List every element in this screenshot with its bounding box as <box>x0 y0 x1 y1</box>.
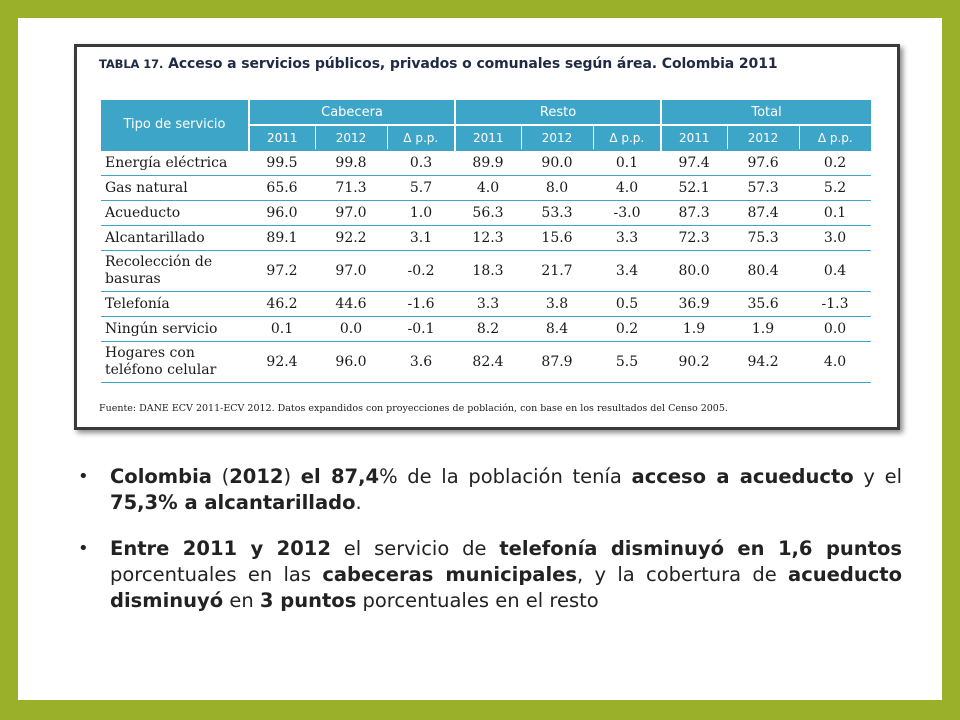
subheader-delta: Δ p.p. <box>593 125 661 150</box>
cell: 21.7 <box>521 251 593 292</box>
cell: 90.0 <box>521 150 593 176</box>
cell: 71.3 <box>315 176 387 201</box>
table-row <box>101 251 871 292</box>
table-row <box>101 176 871 201</box>
cell: 1.9 <box>727 317 799 342</box>
subheader-delta: Δ p.p. <box>799 125 871 150</box>
bullet-segment: 2012 <box>229 465 284 488</box>
cell: 97.0 <box>315 201 387 226</box>
subheader-delta: Δ p.p. <box>387 125 455 150</box>
bullet-segment: acceso a acueducto <box>631 465 854 488</box>
cell: 0.1 <box>249 317 315 342</box>
subheader-2012: 2012 <box>727 125 799 150</box>
cell: 8.4 <box>521 317 593 342</box>
slide <box>18 18 942 700</box>
bullet-segment: porcentuales en el resto <box>356 589 599 612</box>
cell: 0.1 <box>593 150 661 176</box>
header-tipo-servicio: Tipo de servicio <box>101 100 249 150</box>
cell: 87.9 <box>521 342 593 383</box>
header-group-total: Total <box>661 100 871 125</box>
cell: 94.2 <box>727 342 799 383</box>
header-group-cabecera: Cabecera <box>249 100 455 125</box>
cell: 46.2 <box>249 292 315 317</box>
cell: 0.0 <box>799 317 871 342</box>
cell: 72.3 <box>661 226 727 251</box>
cell: 18.3 <box>455 251 521 292</box>
cell: -1.6 <box>387 292 455 317</box>
cell: 3.3 <box>593 226 661 251</box>
cell: 57.3 <box>727 176 799 201</box>
cell: 0.0 <box>315 317 387 342</box>
cell: 90.2 <box>661 342 727 383</box>
table-row <box>101 342 871 383</box>
cell: 96.0 <box>315 342 387 383</box>
cell: 4.0 <box>799 342 871 383</box>
cell: 99.5 <box>249 150 315 176</box>
table-source-note: Fuente: DANE ECV 2011-ECV 2012. Datos expandidos con proyecciones de población, con base en los resultados del Censo 2005. <box>99 403 728 414</box>
cell: 1.0 <box>387 201 455 226</box>
table-title <box>99 56 778 72</box>
subheader-2012: 2012 <box>521 125 593 150</box>
table-figure <box>74 44 900 430</box>
cell: 89.9 <box>455 150 521 176</box>
row-label: Telefonía <box>101 292 249 317</box>
cell: 5.2 <box>799 176 871 201</box>
bullet-segment: acueducto disminuyó <box>110 563 902 612</box>
subheader-2011: 2011 <box>455 125 521 150</box>
cell: 97.2 <box>249 251 315 292</box>
cell: 80.0 <box>661 251 727 292</box>
table-row <box>101 226 871 251</box>
row-label: Recolección de basuras <box>101 251 249 292</box>
row-label: Acueducto <box>101 201 249 226</box>
cell: 97.6 <box>727 150 799 176</box>
cell: 15.6 <box>521 226 593 251</box>
bullet-segment: y el <box>853 465 902 488</box>
cell: 4.0 <box>593 176 661 201</box>
cell: 52.1 <box>661 176 727 201</box>
subheader-2012: 2012 <box>315 125 387 150</box>
row-label: Hogares con teléfono celular <box>101 342 249 383</box>
bullet-segment: 75,3% a alcantarillado <box>110 491 356 514</box>
subheader-2011: 2011 <box>249 125 315 150</box>
cell: 87.4 <box>727 201 799 226</box>
cell: 0.3 <box>387 150 455 176</box>
row-label: Alcantarillado <box>101 226 249 251</box>
cell: 3.0 <box>799 226 871 251</box>
table-title-text: Acceso a servicios públicos, privados o comunales según área. Colombia 2011 <box>168 56 778 72</box>
cell: 89.1 <box>249 226 315 251</box>
bullet-item <box>76 464 902 516</box>
table-title-prefix: TABLA 17. <box>99 57 164 71</box>
bullet-segment: en <box>223 589 260 612</box>
cell: -0.1 <box>387 317 455 342</box>
cell: 36.9 <box>661 292 727 317</box>
cell: 3.8 <box>521 292 593 317</box>
bullet-segment: porcentuales en las <box>110 563 323 586</box>
cell: 53.3 <box>521 201 593 226</box>
cell: 1.9 <box>661 317 727 342</box>
cell: 96.0 <box>249 201 315 226</box>
cell: 65.6 <box>249 176 315 201</box>
cell: 0.1 <box>799 201 871 226</box>
cell: 97.4 <box>661 150 727 176</box>
bullet-segment: el 87,4 <box>300 465 380 488</box>
cell: 56.3 <box>455 201 521 226</box>
header-group-resto: Resto <box>455 100 661 125</box>
cell: 92.2 <box>315 226 387 251</box>
bullet-segment: telefonía disminuyó en 1,6 puntos <box>499 537 902 560</box>
cell: 92.4 <box>249 342 315 383</box>
cell: 3.3 <box>455 292 521 317</box>
cell: 3.1 <box>387 226 455 251</box>
cell: 3.4 <box>593 251 661 292</box>
cell: 0.2 <box>593 317 661 342</box>
bullet-segment: Entre 2011 y 2012 <box>110 537 331 560</box>
cell: 0.5 <box>593 292 661 317</box>
bullet-list <box>76 464 902 614</box>
bullet-segment: 3 puntos <box>259 589 357 612</box>
table-row <box>101 317 871 342</box>
cell: 0.2 <box>799 150 871 176</box>
cell: 35.6 <box>727 292 799 317</box>
bullet-segment: cabeceras municipales <box>322 563 577 586</box>
bullet-segment: ( <box>211 465 230 488</box>
cell: 3.6 <box>387 342 455 383</box>
bullet-item <box>76 536 902 614</box>
services-table <box>101 100 871 383</box>
cell: -0.2 <box>387 251 455 292</box>
cell: 12.3 <box>455 226 521 251</box>
bullet-segment: . <box>355 491 362 514</box>
row-label: Gas natural <box>101 176 249 201</box>
cell: 82.4 <box>455 342 521 383</box>
cell: 5.7 <box>387 176 455 201</box>
bullet-segment: , y la cobertura de <box>576 563 789 586</box>
cell: 99.8 <box>315 150 387 176</box>
cell: 97.0 <box>315 251 387 292</box>
subheader-2011: 2011 <box>661 125 727 150</box>
cell: 80.4 <box>727 251 799 292</box>
cell: -1.3 <box>799 292 871 317</box>
bullet-segment: ) <box>283 465 301 488</box>
bullet-segment: % de la población tenía <box>379 465 632 488</box>
bullet-segment: Colombia <box>110 465 212 488</box>
cell: 44.6 <box>315 292 387 317</box>
cell: 5.5 <box>593 342 661 383</box>
table-row <box>101 150 871 176</box>
cell: 75.3 <box>727 226 799 251</box>
cell: 87.3 <box>661 201 727 226</box>
table-row <box>101 292 871 317</box>
row-label: Energía eléctrica <box>101 150 249 176</box>
cell: 8.0 <box>521 176 593 201</box>
table-row <box>101 201 871 226</box>
bullet-segment: el servicio de <box>330 537 500 560</box>
cell: 0.4 <box>799 251 871 292</box>
cell: -3.0 <box>593 201 661 226</box>
row-label: Ningún servicio <box>101 317 249 342</box>
cell: 4.0 <box>455 176 521 201</box>
cell: 8.2 <box>455 317 521 342</box>
